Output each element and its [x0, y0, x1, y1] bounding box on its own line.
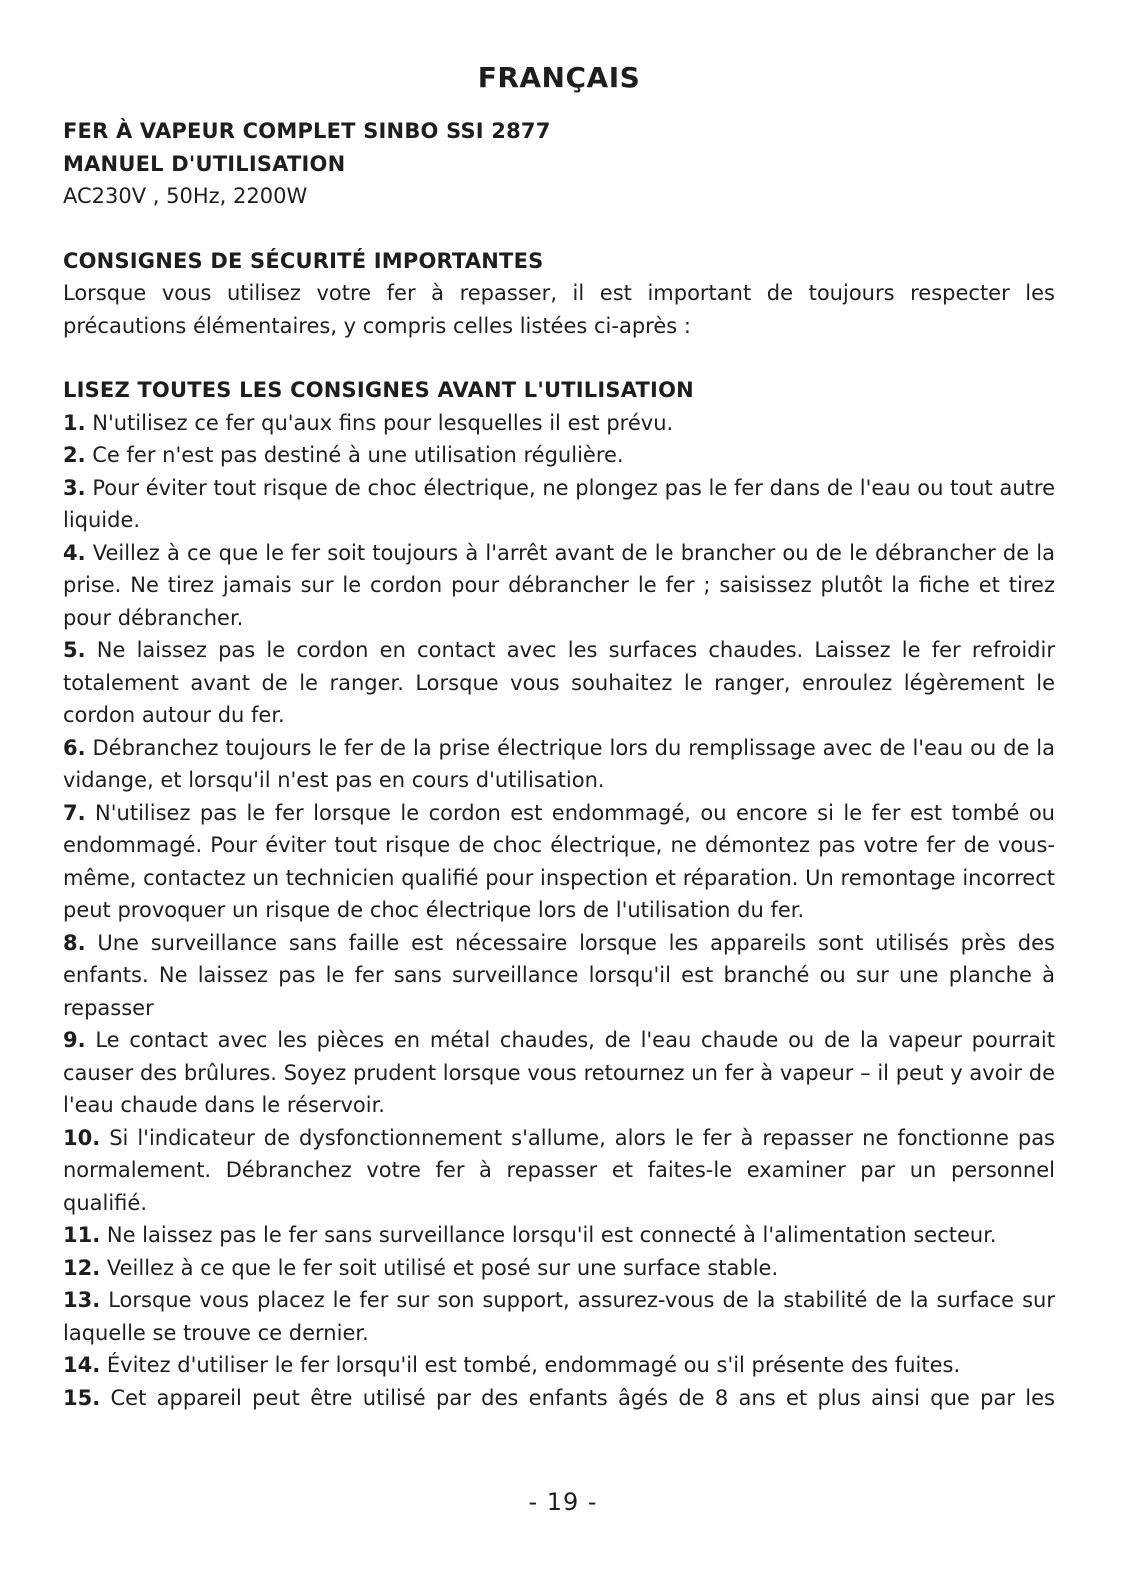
item-number: 9. [63, 1028, 86, 1052]
safety-intro: Lorsque vous utilisez votre fer à repasser, il est important de toujours respecter les précautions élémentaires, y compris celles listées ci-après : [63, 281, 1055, 338]
instruction-item [63, 797, 1055, 927]
instruction-item [63, 732, 1055, 797]
item-text: Ce fer n'est pas destiné à une utilisation régulière. [85, 443, 624, 467]
instruction-item [63, 537, 1055, 635]
item-text: Évitez d'utiliser le fer lorsqu'il est tombé, endommagé ou s'il présente des fuites. [100, 1353, 961, 1377]
safety-heading: CONSIGNES DE SÉCURITÉ IMPORTANTES [63, 248, 544, 273]
item-number: 3. [63, 475, 86, 500]
item-number: 14. [63, 1353, 101, 1377]
instruction-item [63, 1284, 1055, 1349]
item-number: 7. [63, 800, 86, 825]
item-text: Ne laissez pas le fer sans surveillance lorsqu'il est connecté à l'alimentation secteur. [100, 1223, 997, 1247]
item-number: 10. [63, 1125, 101, 1150]
item-number: 13. [63, 1288, 101, 1312]
page-number: - 19 - [528, 1488, 598, 1516]
instruction-item [63, 1024, 1055, 1122]
language-heading: FRANÇAIS [477, 61, 641, 94]
item-number: 11. [63, 1223, 101, 1247]
instruction-item [63, 634, 1055, 732]
item-text: Veillez à ce que le fer soit toujours à l'arrêt avant de le brancher ou de le débrancher de la prise. Ne tirez jamais sur le cordon pour débrancher le fer ; saisissez plutôt la fiche et tirez pour débrancher. [63, 540, 1055, 630]
item-number: 1. [63, 410, 86, 435]
spacer [63, 213, 1055, 245]
instruction-item [63, 407, 1055, 440]
instruction-list [63, 407, 1055, 1415]
instruction-item [63, 439, 1055, 472]
item-number: 2. [63, 443, 86, 467]
item-text: Le contact avec les pièces en métal chaudes, de l'eau chaude ou de la vapeur pourrait causer des brûlures. Soyez prudent lorsque vous retournez un fer à vapeur – il peut y avoir de l'eau chaude dans le réservoir. [63, 1028, 1055, 1117]
item-number: 12. [63, 1255, 101, 1280]
item-text: Cet appareil peut être utilisé par des enfants âgés de 8 ans et plus ainsi que par les [100, 1385, 1055, 1410]
instructions-heading: LISEZ TOUTES LES CONSIGNES AVANT L'UTILISATION [63, 378, 694, 402]
instruction-item [63, 1219, 1055, 1252]
item-number: 5. [63, 638, 86, 662]
item-text: Pour éviter tout risque de choc électrique, ne plongez pas le fer dans de l'eau ou tout autre liquide. [63, 475, 1055, 532]
item-text: N'utilisez pas le fer lorsque le cordon est endommagé, ou encore si le fer est tombé ou endommagé. Pour éviter tout risque de choc électrique, ne démontez pas votre fer de vous-même, contactez un technicien qualifié pour inspection et réparation. Un remontage incorrect peut provoquer un risque de choc électrique lors de l'utilisation du fer. [63, 800, 1055, 922]
instruction-item [63, 472, 1055, 537]
item-text: Veillez à ce que le fer soit utilisé et posé sur une surface stable. [100, 1255, 779, 1280]
item-text: Ne laissez pas le cordon en contact avec les surfaces chaudes. Laissez le fer refroidir totalement avant de le ranger. Lorsque vous souhaitez le ranger, enroulez légèrement le cordon autour du fer. [63, 638, 1055, 727]
instruction-item [63, 1349, 1055, 1382]
item-text: Une surveillance sans faille est nécessaire lorsque les appareils sont utilisés près des enfants. Ne laissez pas le fer sans surveillance lorsqu'il est branché ou sur une planche à repasser [63, 930, 1055, 1020]
product-title: FER À VAPEUR COMPLET SINBO SSI 2877 [63, 119, 551, 143]
item-number: 8. [63, 930, 86, 955]
manual-page [63, 58, 1055, 1414]
item-text: N'utilisez ce fer qu'aux fins pour lesquelles il est prévu. [85, 410, 674, 435]
item-text: Si l'indicateur de dysfonctionnement s'allume, alors le fer à repasser ne fonctionne pas normalement. Débranchez votre fer à repasser et faites-le examiner par un personnel qualifié. [63, 1125, 1055, 1215]
instruction-item [63, 1122, 1055, 1220]
item-number: 15. [63, 1385, 101, 1410]
item-number: 6. [63, 735, 86, 760]
specs-line: AC230V , 50Hz, 2200W [63, 184, 308, 208]
item-text: Débranchez toujours le fer de la prise électrique lors du remplissage avec de l'eau ou de la vidange, et lorsqu'il n'est pas en cours d'utilisation. [63, 735, 1055, 792]
item-text: Lorsque vous placez le fer sur son support, assurez-vous de la stabilité de la surface sur laquelle se trouve ce dernier. [63, 1288, 1055, 1345]
instruction-item [63, 927, 1055, 1025]
item-number: 4. [63, 540, 86, 565]
manual-title: MANUEL D'UTILISATION [63, 151, 346, 176]
instruction-item [63, 1382, 1055, 1415]
spacer [63, 342, 1055, 374]
instruction-item [63, 1252, 1055, 1285]
